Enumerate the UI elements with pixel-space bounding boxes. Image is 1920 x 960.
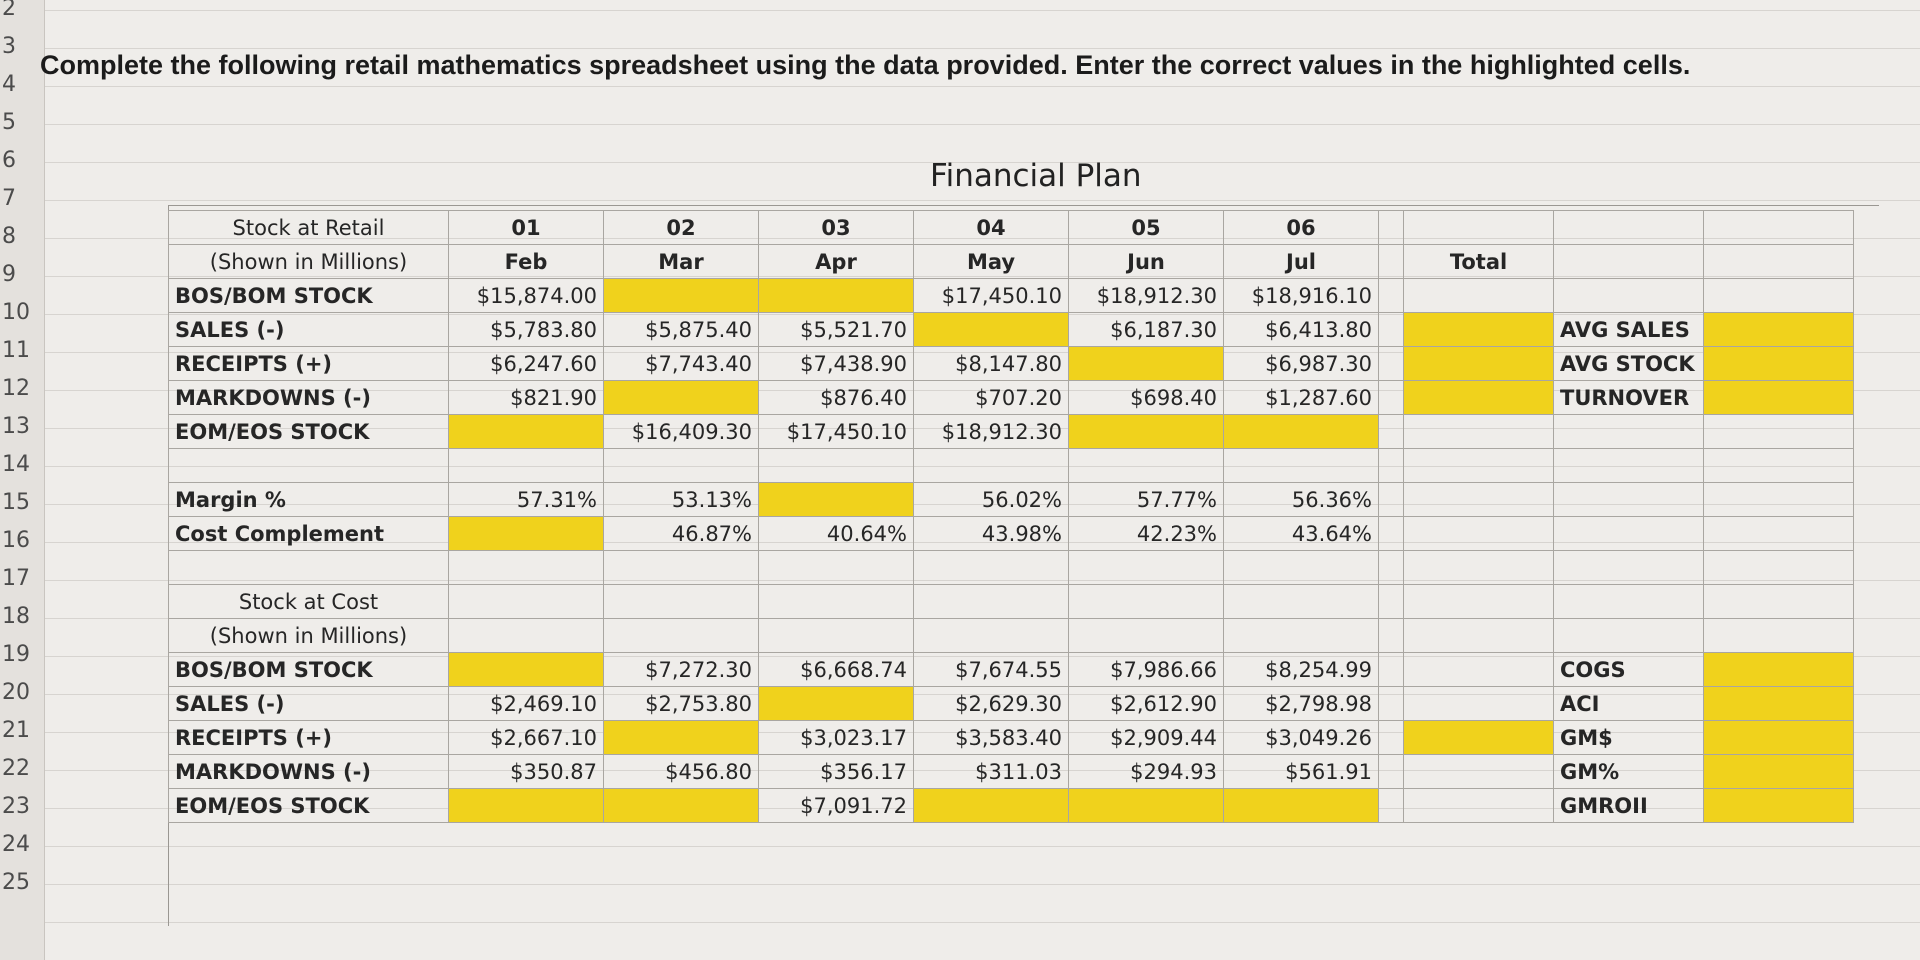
summary-input-cell[interactable] xyxy=(1704,653,1854,687)
cost-total-cell[interactable] xyxy=(1404,653,1554,687)
retail-total-cell[interactable] xyxy=(1404,279,1554,313)
retail-value-cell[interactable]: $7,743.40 xyxy=(604,347,759,381)
row-number[interactable]: 21 xyxy=(2,718,30,743)
row-label[interactable]: EOM/EOS STOCK xyxy=(169,789,449,823)
table-row xyxy=(169,585,1854,619)
row-number[interactable]: 20 xyxy=(2,680,30,705)
row-number[interactable]: 16 xyxy=(2,528,30,553)
month-number-header[interactable]: 02 xyxy=(604,211,759,245)
month-number-header[interactable]: 05 xyxy=(1069,211,1224,245)
cost-value-cell[interactable] xyxy=(604,789,759,823)
row-label[interactable]: BOS/BOM STOCK xyxy=(169,653,449,687)
plan-title: Financial Plan xyxy=(930,158,1142,194)
row-number[interactable]: 12 xyxy=(2,376,30,401)
margin-value-cell[interactable]: 43.98% xyxy=(914,517,1069,551)
summary-label-cell[interactable]: GM$ xyxy=(1554,721,1704,755)
row-number[interactable]: 2 xyxy=(2,0,16,21)
empty-cell[interactable] xyxy=(1069,449,1224,483)
row-number[interactable]: 7 xyxy=(2,186,16,211)
row-number[interactable]: 9 xyxy=(2,262,16,287)
empty-cell[interactable] xyxy=(604,449,759,483)
financial-plan-table xyxy=(168,210,1854,823)
empty-cell[interactable] xyxy=(1224,551,1379,585)
table-row xyxy=(169,551,1854,585)
summary-input-cell[interactable] xyxy=(1704,381,1854,415)
cost-value-cell[interactable]: $311.03 xyxy=(914,755,1069,789)
cost-total-cell[interactable] xyxy=(1404,721,1554,755)
row-label[interactable]: SALES (-) xyxy=(169,687,449,721)
empty-cell[interactable] xyxy=(169,551,449,585)
month-name-header[interactable]: May xyxy=(914,245,1069,279)
row-number[interactable]: 6 xyxy=(2,148,16,173)
retail-value-cell[interactable]: $698.40 xyxy=(1069,381,1224,415)
empty-cell[interactable] xyxy=(1704,449,1854,483)
summary-label-cell[interactable]: TURNOVER xyxy=(1554,381,1704,415)
retail-value-cell[interactable]: $821.90 xyxy=(449,381,604,415)
summary-label-cell[interactable]: COGS xyxy=(1554,653,1704,687)
spacer-cell[interactable] xyxy=(1379,415,1404,449)
row-label[interactable]: Margin % xyxy=(169,483,449,517)
table-row xyxy=(169,721,1854,755)
retail-value-cell[interactable]: $6,987.30 xyxy=(1224,347,1379,381)
margin-value-cell[interactable]: 42.23% xyxy=(1069,517,1224,551)
empty-cell[interactable] xyxy=(604,551,759,585)
empty-cell[interactable] xyxy=(1554,211,1704,245)
table-row xyxy=(169,415,1854,449)
empty-cell[interactable] xyxy=(1379,619,1404,653)
summary-input-cell[interactable] xyxy=(1704,313,1854,347)
retail-value-cell[interactable] xyxy=(1224,415,1379,449)
cost-value-cell[interactable] xyxy=(759,687,914,721)
empty-cell[interactable] xyxy=(1554,585,1704,619)
empty-cell[interactable] xyxy=(1379,517,1404,551)
row-label[interactable]: SALES (-) xyxy=(169,313,449,347)
cost-value-cell[interactable]: $350.87 xyxy=(449,755,604,789)
empty-cell[interactable] xyxy=(604,619,759,653)
empty-cell[interactable] xyxy=(914,585,1069,619)
empty-cell[interactable] xyxy=(1554,619,1704,653)
spacer-cell[interactable] xyxy=(1379,313,1404,347)
cost-value-cell[interactable]: $3,049.26 xyxy=(1224,721,1379,755)
empty-cell[interactable] xyxy=(449,449,604,483)
retail-value-cell[interactable]: $17,450.10 xyxy=(759,415,914,449)
empty-cell[interactable] xyxy=(449,619,604,653)
cost-total-cell[interactable] xyxy=(1404,755,1554,789)
retail-value-cell[interactable]: $8,147.80 xyxy=(914,347,1069,381)
empty-cell[interactable] xyxy=(914,449,1069,483)
spacer-cell[interactable] xyxy=(1379,755,1404,789)
table-row xyxy=(169,517,1854,551)
cost-value-cell[interactable]: $8,254.99 xyxy=(1224,653,1379,687)
empty-cell[interactable] xyxy=(1404,211,1554,245)
retail-value-cell[interactable]: $5,783.80 xyxy=(449,313,604,347)
retail-total-cell[interactable] xyxy=(1404,415,1554,449)
retail-value-cell[interactable]: $5,521.70 xyxy=(759,313,914,347)
summary-label-cell[interactable]: ACI xyxy=(1554,687,1704,721)
retail-value-cell[interactable]: $6,413.80 xyxy=(1224,313,1379,347)
row-number[interactable]: 17 xyxy=(2,566,30,591)
empty-cell[interactable] xyxy=(1379,585,1404,619)
row-number[interactable]: 11 xyxy=(2,338,30,363)
retail-heading-cell[interactable]: Stock at Retail xyxy=(169,211,449,245)
retail-value-cell[interactable]: $18,912.30 xyxy=(1069,279,1224,313)
total-header[interactable]: Total xyxy=(1404,245,1554,279)
row-number[interactable]: 14 xyxy=(2,452,30,477)
month-number-header[interactable]: 01 xyxy=(449,211,604,245)
month-number-header[interactable]: 04 xyxy=(914,211,1069,245)
cost-value-cell[interactable]: $7,986.66 xyxy=(1069,653,1224,687)
retail-total-cell[interactable] xyxy=(1404,313,1554,347)
empty-cell[interactable] xyxy=(1554,551,1704,585)
month-number-header[interactable]: 06 xyxy=(1224,211,1379,245)
cost-value-cell[interactable] xyxy=(914,789,1069,823)
summary-input-cell[interactable] xyxy=(1704,755,1854,789)
table-row xyxy=(169,449,1854,483)
empty-cell[interactable] xyxy=(1704,619,1854,653)
month-name-header[interactable]: Jun xyxy=(1069,245,1224,279)
table-row xyxy=(169,211,1854,245)
retail-value-cell[interactable] xyxy=(759,279,914,313)
summary-input-cell[interactable] xyxy=(1704,279,1854,313)
retail-total-cell[interactable] xyxy=(1404,347,1554,381)
margin-value-cell[interactable]: 43.64% xyxy=(1224,517,1379,551)
empty-cell[interactable] xyxy=(449,585,604,619)
cost-value-cell[interactable]: $2,469.10 xyxy=(449,687,604,721)
retail-value-cell[interactable]: $1,287.60 xyxy=(1224,381,1379,415)
empty-cell[interactable] xyxy=(1554,245,1704,279)
cost-value-cell[interactable] xyxy=(1224,789,1379,823)
table-row xyxy=(169,347,1854,381)
empty-cell[interactable] xyxy=(1554,517,1704,551)
instruction-text: Complete the following retail mathematics spreadsheet using the data provided. Enter the correct values in the highlighted cells. xyxy=(40,50,1691,80)
row-number[interactable]: 3 xyxy=(2,34,16,59)
empty-cell[interactable] xyxy=(1224,449,1379,483)
table-row xyxy=(169,789,1854,823)
row-label[interactable]: Cost Complement xyxy=(169,517,449,551)
margin-value-cell[interactable]: 46.87% xyxy=(604,517,759,551)
row-number[interactable]: 18 xyxy=(2,604,30,629)
margin-value-cell[interactable]: 57.31% xyxy=(449,483,604,517)
spacer-cell[interactable] xyxy=(1379,347,1404,381)
spacer-cell[interactable] xyxy=(1379,721,1404,755)
row-label[interactable]: MARKDOWNS (-) xyxy=(169,755,449,789)
empty-cell[interactable] xyxy=(1704,245,1854,279)
row-label[interactable]: BOS/BOM STOCK xyxy=(169,279,449,313)
summary-input-cell[interactable] xyxy=(1704,415,1854,449)
cost-value-cell[interactable]: $2,629.30 xyxy=(914,687,1069,721)
cost-total-cell[interactable] xyxy=(1404,687,1554,721)
retail-value-cell[interactable]: $876.40 xyxy=(759,381,914,415)
spacer-cell[interactable] xyxy=(1379,211,1404,245)
spacer-cell[interactable] xyxy=(1379,789,1404,823)
empty-cell[interactable] xyxy=(914,619,1069,653)
empty-cell[interactable] xyxy=(1404,585,1554,619)
table-row xyxy=(169,483,1854,517)
empty-cell[interactable] xyxy=(759,449,914,483)
empty-cell[interactable] xyxy=(1404,619,1554,653)
table-row xyxy=(169,381,1854,415)
empty-cell[interactable] xyxy=(1069,551,1224,585)
month-number-header[interactable]: 03 xyxy=(759,211,914,245)
summary-label-cell[interactable]: GM% xyxy=(1554,755,1704,789)
row-label[interactable]: EOM/EOS STOCK xyxy=(169,415,449,449)
summary-label-cell[interactable]: GMROII xyxy=(1554,789,1704,823)
table-row xyxy=(169,653,1854,687)
month-name-header[interactable]: Mar xyxy=(604,245,759,279)
table-row xyxy=(169,619,1854,653)
row-number[interactable]: 5 xyxy=(2,110,16,135)
table-row xyxy=(169,755,1854,789)
table-row xyxy=(169,313,1854,347)
cost-value-cell[interactable]: $456.80 xyxy=(604,755,759,789)
row-number[interactable]: 10 xyxy=(2,300,30,325)
empty-cell[interactable] xyxy=(1224,619,1379,653)
summary-input-cell[interactable] xyxy=(1704,789,1854,823)
summary-label-cell[interactable]: AVG STOCK xyxy=(1554,347,1704,381)
month-name-header[interactable]: Feb xyxy=(449,245,604,279)
retail-value-cell[interactable]: $707.20 xyxy=(914,381,1069,415)
cost-heading-cell[interactable]: Stock at Cost xyxy=(169,585,449,619)
empty-cell[interactable] xyxy=(914,551,1069,585)
cost-value-cell[interactable]: $2,667.10 xyxy=(449,721,604,755)
cost-subheading-cell[interactable]: (Shown in Millions) xyxy=(169,619,449,653)
row-number[interactable]: 22 xyxy=(2,756,30,781)
row-number[interactable]: 25 xyxy=(2,870,30,895)
margin-value-cell[interactable] xyxy=(449,517,604,551)
retail-value-cell[interactable] xyxy=(914,313,1069,347)
empty-cell[interactable] xyxy=(169,449,449,483)
empty-cell[interactable] xyxy=(1704,551,1854,585)
retail-value-cell[interactable]: $6,247.60 xyxy=(449,347,604,381)
empty-cell[interactable] xyxy=(1404,551,1554,585)
retail-value-cell[interactable] xyxy=(604,279,759,313)
cost-value-cell[interactable] xyxy=(1069,789,1224,823)
cost-value-cell[interactable]: $2,753.80 xyxy=(604,687,759,721)
empty-cell[interactable] xyxy=(449,551,604,585)
empty-cell[interactable] xyxy=(1069,585,1224,619)
retail-value-cell[interactable]: $16,409.30 xyxy=(604,415,759,449)
cost-value-cell[interactable]: $2,798.98 xyxy=(1224,687,1379,721)
empty-cell[interactable] xyxy=(1704,585,1854,619)
margin-value-cell[interactable]: 53.13% xyxy=(604,483,759,517)
summary-label-cell[interactable]: AVG SALES xyxy=(1554,313,1704,347)
cost-value-cell[interactable] xyxy=(604,721,759,755)
empty-cell[interactable] xyxy=(1404,449,1554,483)
retail-value-cell[interactable]: $7,438.90 xyxy=(759,347,914,381)
row-label[interactable]: RECEIPTS (+) xyxy=(169,347,449,381)
retail-value-cell[interactable]: $5,875.40 xyxy=(604,313,759,347)
retail-value-cell[interactable]: $6,187.30 xyxy=(1069,313,1224,347)
table-row xyxy=(169,279,1854,313)
empty-cell[interactable] xyxy=(1379,483,1404,517)
summary-input-cell[interactable] xyxy=(1704,347,1854,381)
empty-cell[interactable] xyxy=(1404,483,1554,517)
month-name-header[interactable]: Jul xyxy=(1224,245,1379,279)
margin-value-cell[interactable]: 40.64% xyxy=(759,517,914,551)
empty-cell[interactable] xyxy=(759,585,914,619)
summary-input-cell[interactable] xyxy=(1704,721,1854,755)
spacer-cell[interactable] xyxy=(1379,279,1404,313)
empty-cell[interactable] xyxy=(1554,483,1704,517)
empty-cell[interactable] xyxy=(1554,449,1704,483)
retail-value-cell[interactable]: $18,916.10 xyxy=(1224,279,1379,313)
retail-subheading-cell[interactable]: (Shown in Millions) xyxy=(169,245,449,279)
row-number[interactable]: 15 xyxy=(2,490,30,515)
row-label[interactable]: RECEIPTS (+) xyxy=(169,721,449,755)
retail-value-cell[interactable] xyxy=(604,381,759,415)
cost-value-cell[interactable] xyxy=(449,789,604,823)
empty-cell[interactable] xyxy=(759,551,914,585)
margin-value-cell[interactable] xyxy=(759,483,914,517)
cost-value-cell[interactable]: $561.91 xyxy=(1224,755,1379,789)
spacer-cell[interactable] xyxy=(1379,687,1404,721)
empty-cell[interactable] xyxy=(1704,483,1854,517)
margin-value-cell[interactable]: 56.36% xyxy=(1224,483,1379,517)
spacer-cell[interactable] xyxy=(1379,381,1404,415)
empty-cell[interactable] xyxy=(604,585,759,619)
cost-value-cell[interactable]: $7,674.55 xyxy=(914,653,1069,687)
summary-label-cell[interactable] xyxy=(1554,415,1704,449)
cost-value-cell[interactable]: $2,909.44 xyxy=(1069,721,1224,755)
retail-value-cell[interactable]: $15,874.00 xyxy=(449,279,604,313)
empty-cell[interactable] xyxy=(1704,517,1854,551)
cost-value-cell[interactable]: $294.93 xyxy=(1069,755,1224,789)
empty-cell[interactable] xyxy=(1069,619,1224,653)
cost-value-cell[interactable]: $7,272.30 xyxy=(604,653,759,687)
retail-value-cell[interactable] xyxy=(449,415,604,449)
empty-cell[interactable] xyxy=(1224,585,1379,619)
row-label[interactable]: MARKDOWNS (-) xyxy=(169,381,449,415)
empty-cell[interactable] xyxy=(1704,211,1854,245)
retail-value-cell[interactable]: $18,912.30 xyxy=(914,415,1069,449)
month-name-header[interactable]: Apr xyxy=(759,245,914,279)
row-number[interactable]: 8 xyxy=(2,224,16,249)
retail-value-cell[interactable]: $17,450.10 xyxy=(914,279,1069,313)
cost-value-cell[interactable] xyxy=(449,653,604,687)
table-row xyxy=(169,245,1854,279)
row-number[interactable]: 24 xyxy=(2,832,30,857)
cost-value-cell[interactable]: $6,668.74 xyxy=(759,653,914,687)
retail-value-cell[interactable] xyxy=(1069,347,1224,381)
table-row xyxy=(169,687,1854,721)
empty-cell[interactable] xyxy=(759,619,914,653)
cost-total-cell[interactable] xyxy=(1404,789,1554,823)
cost-value-cell[interactable]: $2,612.90 xyxy=(1069,687,1224,721)
row-number[interactable]: 19 xyxy=(2,642,30,667)
summary-label-cell[interactable] xyxy=(1554,279,1704,313)
retail-total-cell[interactable] xyxy=(1404,381,1554,415)
row-number[interactable]: 4 xyxy=(2,72,16,97)
margin-value-cell[interactable]: 57.77% xyxy=(1069,483,1224,517)
margin-value-cell[interactable]: 56.02% xyxy=(914,483,1069,517)
spacer-cell[interactable] xyxy=(1379,653,1404,687)
spacer-cell[interactable] xyxy=(1379,245,1404,279)
cost-value-cell[interactable]: $3,583.40 xyxy=(914,721,1069,755)
row-number-gutter xyxy=(0,0,45,960)
cost-value-cell[interactable]: $356.17 xyxy=(759,755,914,789)
retail-value-cell[interactable] xyxy=(1069,415,1224,449)
row-number[interactable]: 23 xyxy=(2,794,30,819)
empty-cell[interactable] xyxy=(1379,449,1404,483)
cost-value-cell[interactable]: $3,023.17 xyxy=(759,721,914,755)
cost-value-cell[interactable]: $7,091.72 xyxy=(759,789,914,823)
summary-input-cell[interactable] xyxy=(1704,687,1854,721)
row-number[interactable]: 13 xyxy=(2,414,30,439)
empty-cell[interactable] xyxy=(1379,551,1404,585)
empty-cell[interactable] xyxy=(1404,517,1554,551)
